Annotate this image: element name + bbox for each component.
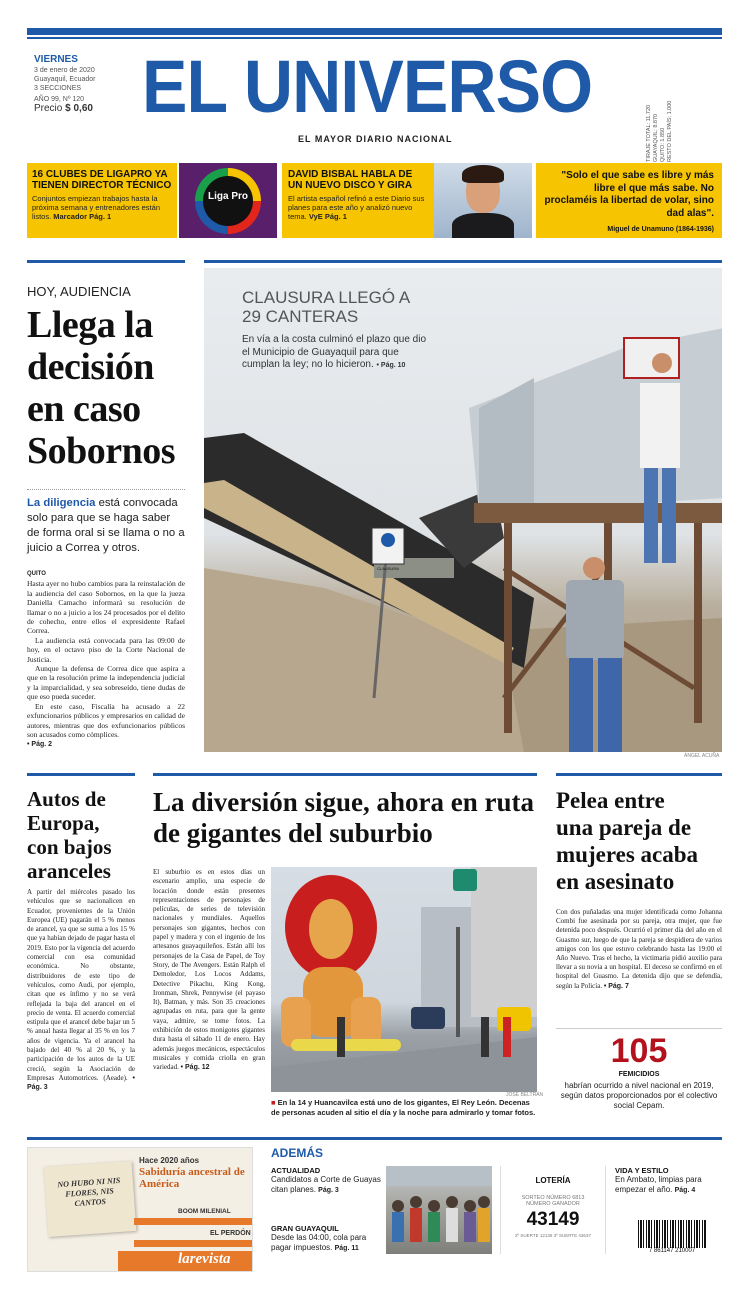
revista-tag: Hace 2020 años — [139, 1156, 200, 1165]
lion-scene-svg — [271, 867, 537, 1092]
femicidios-label: FEMICIDIOS — [618, 1071, 660, 1078]
photo-story-headline[interactable]: CLAUSURA LLEGÓ A 29 CANTERAS — [242, 288, 410, 326]
ademas-actualidad[interactable]: ACTUALIDAD Candidatos a Corte de Guayas citan planes. Pág. 3 — [271, 1166, 381, 1194]
masthead-date-block — [34, 54, 144, 113]
rule-lead — [27, 260, 185, 263]
issue-day: VIERNES — [34, 54, 78, 65]
pelea-headline[interactable]: Pelea entre una pareja de mujeres acaba en asesinato — [556, 788, 699, 894]
lead-divider — [27, 489, 185, 490]
bisbal-photo — [434, 163, 532, 238]
issue-date: 3 de enero de 2020 — [34, 67, 95, 74]
ademas-vida-estilo[interactable]: VIDA Y ESTILO En Ambato, limpias para empezar el año. Pág. 4 — [615, 1166, 702, 1194]
quote-box: "Solo el que sabe es libre y más libre el que más sabe. No proclaméis la libertad de volar, sino dad alas". Miguel de Unamuno (1864-1936) — [536, 163, 722, 238]
ligapro-logo-panel — [179, 163, 277, 238]
lottery-number: 43149 — [526, 1209, 580, 1230]
pelea-stat-divider — [556, 1028, 722, 1029]
lottery-draw: SORTEO NÚMERO 6813 — [521, 1195, 585, 1201]
lead-headline[interactable]: Llega la decisión en caso Sobornos — [27, 304, 176, 472]
femicidios-text: habrían ocurrido a nivel nacional en 2019, según datos proporcionados por el colectivo social Cepam. — [560, 1081, 718, 1110]
revista-brand: larevista — [178, 1251, 231, 1267]
lion-king-photo — [271, 867, 537, 1092]
rule-center — [153, 773, 537, 776]
issue-number: AÑO 99, Nº 120 — [34, 96, 85, 103]
circulation-info: TIRAJE TOTAL: 11.720 GUAYAQUIL: 8.870 QUITO: 1.850 RESTO DEL PAÍS: 1.000 — [646, 100, 673, 162]
issue-city: Guayaquil, Ecuador — [34, 76, 96, 83]
rule-autos — [27, 773, 135, 776]
barcode: 7 861147 210007 — [638, 1220, 706, 1258]
rule-pelea — [556, 773, 722, 776]
lottery-foot: 2º SUERTE 12136 3º SUERTE 43637 — [515, 1233, 591, 1238]
lottery-title: LOTERÍA — [535, 1176, 571, 1185]
revista-promo[interactable] — [27, 1147, 253, 1272]
rule-bottom — [27, 1137, 722, 1140]
ligapro-logo-text: Liga Pro — [207, 191, 248, 202]
barcode-icon — [638, 1220, 706, 1248]
lead-kicker: HOY, AUDIENCIA — [27, 284, 131, 299]
ademas-gran-guayaquil[interactable]: GRAN GUAYAQUIL Desde las 04:00, cola para pagar impuestos. Pág. 11 — [271, 1224, 367, 1252]
pelea-body: Con dos puñaladas una mujer identificada como Johanna Combi fue asesinada por su pareja, otra mujer, que fue detenida poco después. Ocurrió el primer día del año en el Guasmo sur, luego de que la pareja se despidiera de varios amigos con los que estuvo celebrando hasta las 19:00 el Año Nuevo. Tras el hecho, la victimaria pidió auxilio para llevar a su novia a un hospital. El deceso se confirmó en el hospital del Guasmo. La detenida dijo que se defendía, según la Policía. • Pág. 7 — [556, 908, 722, 990]
quarry-sign-label: CLAUSURA — [377, 566, 399, 571]
center-headline[interactable]: La diversión sigue, ahora en ruta de gigantes del suburbio — [153, 787, 535, 848]
issue-sections: 3 SECCIONES — [34, 85, 82, 92]
lion-photo-caption: ■ En la 14 y Huancavilca está uno de los gigantes, El Rey León. Decenas de personas acuden al sitio el día y la noche para admirarlo y tomar fotos. — [271, 1098, 536, 1117]
revista-title: Sabiduría ancestral de América — [139, 1166, 245, 1190]
top-rule — [27, 28, 722, 35]
newspaper-slogan: EL MAYOR DIARIO NACIONAL — [298, 134, 453, 144]
revista-card: NO HUBO NI NIS FLORES, NIS CANTOS — [44, 1161, 137, 1237]
lead-body: QUITO Hasta ayer no hubo cambios para la reinstalación de la audiencia del caso Sobornos, en la que la jueza Daniella Camacho informará su resolución de llamar o no a juicio a los 24 procesados por el delito de cohecho, entre ellos el expresidente Rafael Correa. La audiencia está convocada para las 09:00 de hoy, en el octavo piso de la Corte Nacional de Justicia. Aunque la defensa de Correa dice que aspira a que en la resolución prime la independencia judicial y la imparcialidad, y sea sobreseído, tiene dudas de que eso pueda suceder. En este caso, Fiscalía ha acusado a 22 exfuncionarios públicos y empresarios en calidad de autores, mientras que dos exfuncionarios públicos son acusados como cómplices. • Pág. 2 — [27, 571, 185, 749]
center-body: El suburbio es en estos días un escenario amplio, una especie de locación donde están presentes representaciones de personajes de películas, de series de televisión nacionales y mundiales. Aquellos personajes son gigantes, hechos con papel y madera y con el ingenio de los artesanos guayaquileños. Están allí los personajes de la Casa de Papel, de Toy Story, de The Avengers. Están Ralph el Demoledor, Los Locos Addams, Detective Pikachu, King Kong, Ironman, Shrek, Pennywise (el payaso It), Batman, y más. Son 35 creaciones agrupadas en ruta, para que la gente vaya, admire, se tome fotos. La exhibición de estos monigotes gigantes dura hasta el sábado 11 de enero. Hay además juegos mecánicos, espectáculos musicales y comida criolla en gran variedad. • Pág. 12 — [153, 868, 265, 1072]
lion-photo-credit: JOSÉ BELTRÁN — [506, 1092, 544, 1098]
ademas-label: ADEMÁS — [271, 1146, 324, 1160]
photo-credit: ÁNGEL ACUÑA — [684, 753, 720, 759]
teaser-ligapro[interactable]: 16 CLUBES DE LIGAPRO YA TIENEN DIRECTOR TÉCNICO Conjuntos empiezan trabajos hasta la próxima semana y entrenadores están listos. Marcador Pág. 1 — [27, 163, 177, 238]
autos-headline[interactable]: Autos de Europa, con bajos aranceles — [27, 787, 112, 883]
newspaper-logo[interactable]: EL UNIVERSO — [142, 45, 593, 128]
revista-line1: BOOM MILENIAL — [178, 1208, 231, 1215]
lead-ref[interactable]: • Pág. 2 — [27, 741, 53, 749]
issue-price: Precio $ 0,60 — [34, 103, 93, 114]
lottery-sub: NÚMERO GANADOR — [526, 1201, 580, 1207]
revista-line2: EL PERDÓN — [210, 1230, 251, 1237]
teaser-bisbal[interactable]: DAVID BISBAL HABLA DE UN NUEVO DISCO Y GIRA El artista español refinó a este Diario sus planes para este año y analizó nuevo tema. VyE Pág. 1 — [282, 163, 434, 238]
autos-body: A partir del miércoles pasado los vehículos que se nacionalicen en Ecuador, provenientes de la Unión Europea (UE) pagarán el 5 % menos de arancel, ya que se suma a los 15 % que ya habían dejado de pagar hasta el 2019. Esto por la vigencia del acuerdo comercial con esa comunidad económica. No obstante, distribuidores de este tipo de vehículos, como Audi, por ejemplo, citan que es ínfimo y no se verá reflejada la baja del arancel en el precio de venta. El acuerdo comercial estipula que el arancel debe bajar un 5 % anual hasta llegar al 35 % en los 7 años de vigencia. Ya el arancel ha bajado del 40 % al 20 %, y la participación de los autos de la UE creció, según la Asociación de Empresas Automotrices. (Aeade). • Pág. 3 — [27, 888, 135, 1092]
femicidios-number: 105 — [610, 1032, 668, 1070]
lead-deck: La diligencia está convocada solo para que se haga saber de forma oral si se llama o no a juicio a Correa y otros. — [27, 497, 185, 554]
photo-story-text: En vía a la costa culminó el plazo que dio el Municipio de Guayaquil para que cumplan la ley; no lo hicieron. • Pág. 10 — [242, 334, 426, 370]
lottery-box[interactable] — [500, 1166, 606, 1254]
rule-photo — [204, 260, 722, 263]
top-rule-thin — [27, 37, 722, 39]
tax-line-photo — [386, 1166, 492, 1254]
